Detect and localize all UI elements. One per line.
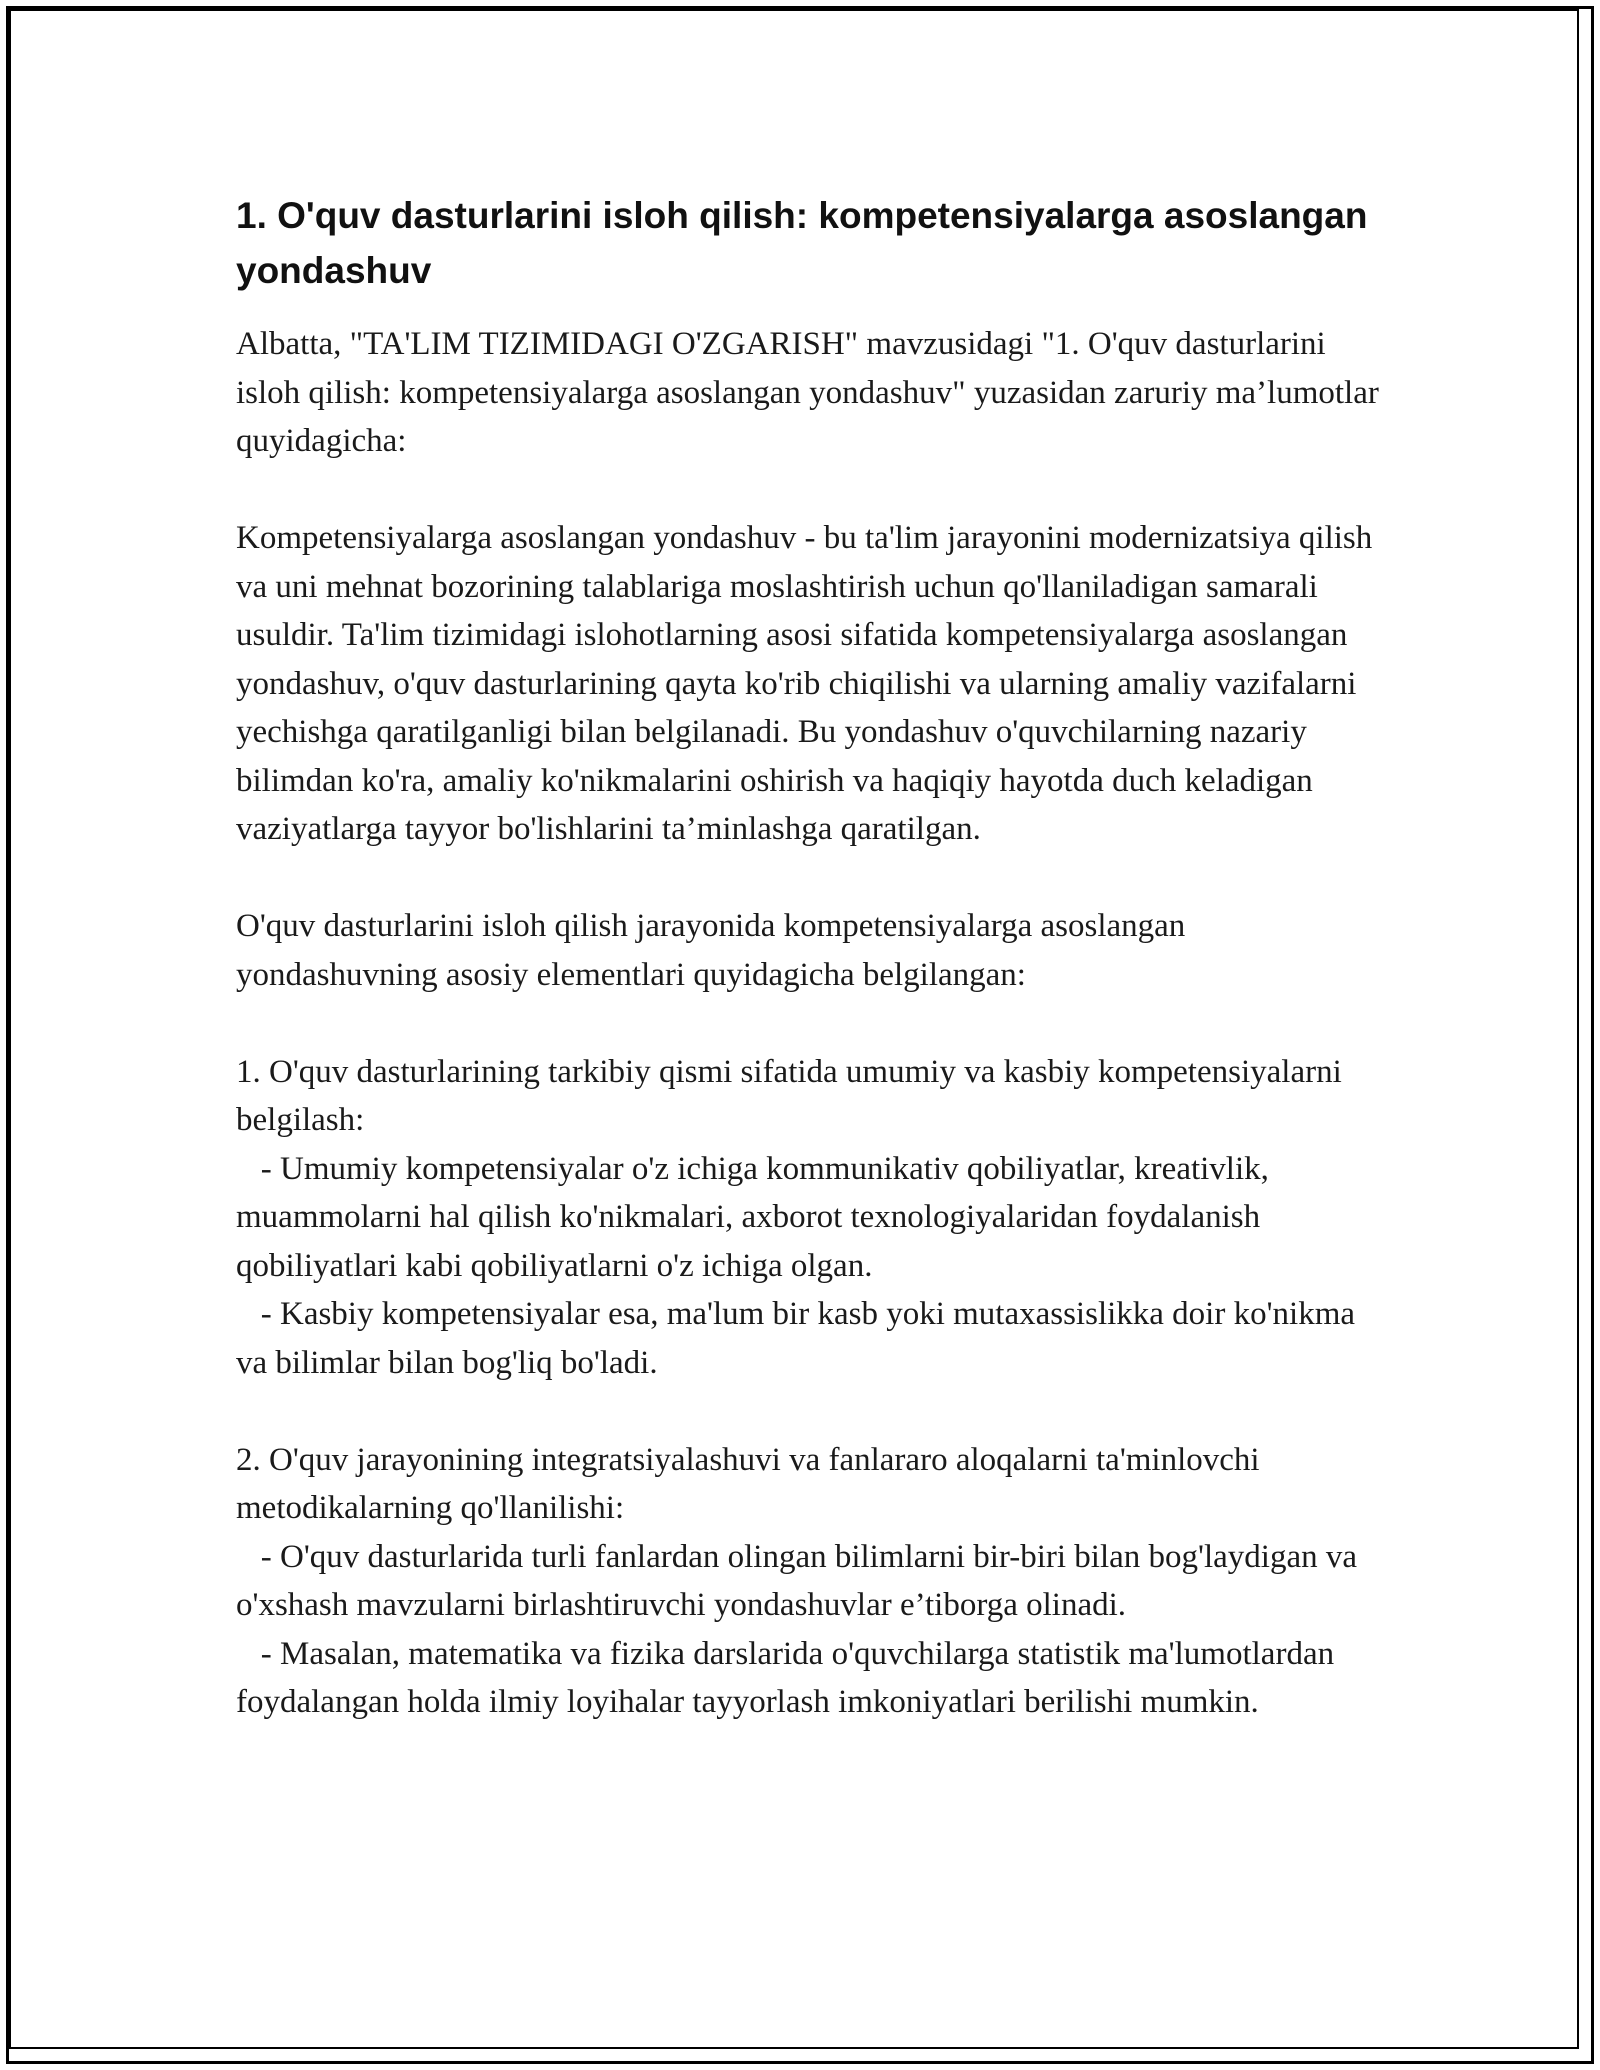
list-item-bullet: - O'quv dasturlarida turli fanlardan olingan bilimlarni bir-biri bilan bog'laydigan va o'xshash mavzularni birlashtiruvchi yondashuvlar e’tiborga olinadi. [236, 1538, 1366, 1623]
document-body [236, 188, 1386, 1727]
list-item-bullet: - Masalan, matematika va fizika darslarida o'quvchilarga statistik ma'lumotlardan foydalangan holda ilmiy loyihalar tayyorlash imkoniyatlari berilishi mumkin. [236, 1635, 1343, 1720]
list-item-bullet: - Kasbiy kompetensiyalar esa, ma'lum bir kasb yoki mutaxassislikka doir ko'nikma va bilimlar bilan bog'liq bo'ladi. [236, 1296, 1364, 1381]
list-item-bullet: - Umumiy kompetensiyalar o'z ichiga kommunikativ qobiliyatlar, kreativlik, muammolarni hal qilish ko'nikmalari, axborot texnologiyalaridan foydalanish qobiliyatlari kabi qobiliyatlarni o'z ichiga olgan. [236, 1150, 1278, 1284]
document-title: 1. O'quv dasturlarini isloh qilish: kompetensiyalarga asoslangan yondashuv [236, 195, 1368, 291]
definition-paragraph: Kompetensiyalarga asoslangan yondashuv - bu ta'lim jarayonini modernizatsiya qilish va uni mehnat bozorining talablariga moslashtirish uchun qo'llaniladigan samarali usuldir. Ta'lim tizimidagi islohotlarning asosi sifatida kompetensiyalarga asoslangan yondashuv, o'quv dasturlarining qayta ko'rib chiqilishi va ularning amaliy vazifalarni yechishga qaratilganligi bilan belgilanadi. Bu yondashuv o'quvchilarning nazariy bilimdan ko'ra, amaliy ko'nikmalarini oshirish va haqiqiy hayotda duch keladigan vaziyatlarga tayyor bo'lishlarini ta’minlashga qaratilgan. [236, 520, 1381, 847]
list-item-heading: 2. O'quv jarayonining integratsiyalashuvi va fanlararo aloqalarni ta'minlovchi metodikalarning qo'llanilishi: [236, 1441, 1268, 1526]
paragraph-gap [236, 999, 1386, 1048]
paragraph-gap [236, 854, 1386, 903]
paragraph-gap [236, 1387, 1386, 1436]
paragraph-gap [236, 466, 1386, 515]
intro-paragraph: Albatta, "TA'LIM TIZIMIDAGI O'ZGARISH" mavzusidagi "1. O'quv dasturlarini isloh qilish: kompetensiyalarga asoslangan yondashuv" yuzasidan zaruriy ma’lumotlar quyidagicha: [236, 326, 1388, 459]
list-item-1 [236, 1048, 1386, 1388]
elements-intro-paragraph: O'quv dasturlarini isloh qilish jarayonida kompetensiyalarga asoslangan yondashuvning asosiy elementlari quyidagicha belgilangan: [236, 908, 1194, 993]
list-item-2 [236, 1436, 1386, 1727]
list-item-heading: 1. O'quv dasturlarining tarkibiy qismi sifatida umumiy va kasbiy kompetensiyalarni belgilash: [236, 1053, 1351, 1138]
